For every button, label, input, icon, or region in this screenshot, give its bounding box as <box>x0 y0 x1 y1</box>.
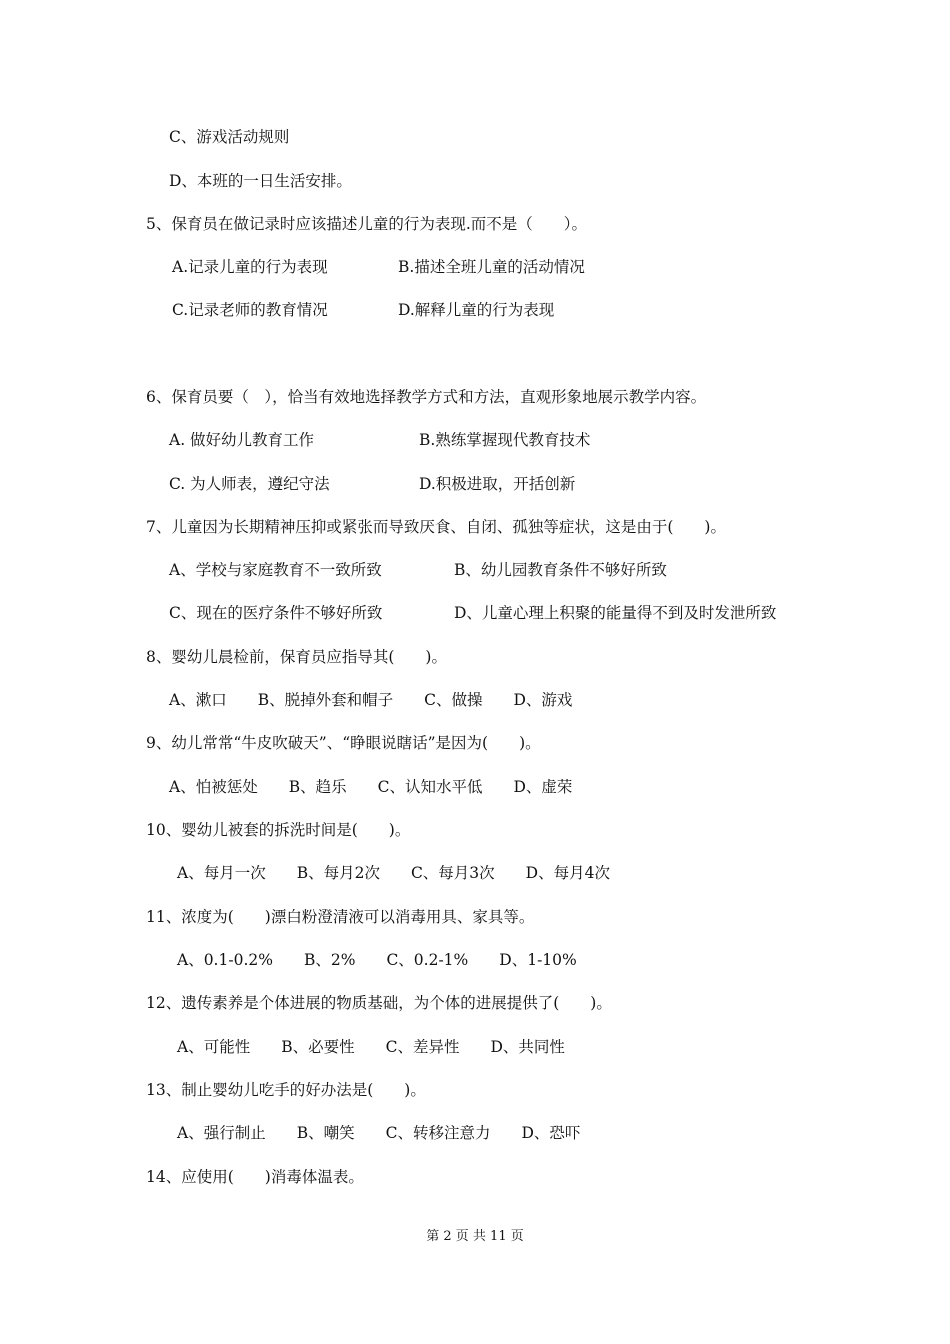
q5-stem: 5、保育员在做记录时应该描述儿童的行为表现.而不是（ ）。 <box>146 215 588 233</box>
q6-stem: 6、保育员要（ ），恰当有效地选择教学方式和方法，直观形象地展示教学内容。 <box>146 388 707 406</box>
q7-option-d: D、儿童心理上积聚的能量得不到及时发泄所致 <box>454 604 777 622</box>
q5-option-a: A.记录儿童的行为表现 <box>172 258 328 276</box>
q6-option-d: D.积极进取，开括创新 <box>419 475 576 493</box>
q6-option-c: C. 为人师表，遵纪守法 <box>169 475 330 493</box>
q12-options: A、可能性 B、必要性 C、差异性 D、共同性 <box>177 1038 565 1056</box>
q5-option-b: B.描述全班儿童的活动情况 <box>398 258 585 276</box>
page-footer: 第 2 页 共 11 页 <box>426 1229 524 1244</box>
q14-stem: 14、应使用( )消毒体温表。 <box>146 1168 364 1186</box>
q8-stem: 8、婴幼儿晨检前，保育员应指导其( )。 <box>146 648 447 666</box>
q13-stem: 13、制止婴幼儿吃手的好办法是( )。 <box>146 1081 426 1099</box>
q8-options: A、漱口 B、脱掉外套和帽子 C、做操 D、游戏 <box>169 691 573 709</box>
q11-options: A、0.1-0.2% B、2% C、0.2-1% D、1-10% <box>177 951 577 969</box>
q9-options: A、怕被惩处 B、趋乐 C、认知水平低 D、虚荣 <box>169 778 573 796</box>
q13-options: A、强行制止 B、嘲笑 C、转移注意力 D、恐吓 <box>177 1124 581 1142</box>
q7-stem: 7、儿童因为长期精神压抑或紧张而导致厌食、自闭、孤独等症状，这是由于( )。 <box>146 518 726 536</box>
q9-stem: 9、幼儿常常“牛皮吹破天”、“睁眼说瞎话”是因为( )。 <box>146 734 541 752</box>
q6-option-a: A. 做好幼儿教育工作 <box>169 431 315 449</box>
q10-options: A、每月一次 B、每月2次 C、每月3次 D、每月4次 <box>177 864 610 882</box>
q7-option-b: B、幼儿园教育条件不够好所致 <box>454 561 667 579</box>
q12-stem: 12、遗传素养是个体进展的物质基础，为个体的进展提供了( )。 <box>146 994 612 1012</box>
q7-option-c: C、现在的医疗条件不够好所致 <box>169 604 383 622</box>
q7-option-a: A、学校与家庭教育不一致所致 <box>169 561 382 579</box>
q4-option-c: C、游戏活动规则 <box>169 128 290 146</box>
q5-option-d: D.解释儿童的行为表现 <box>398 301 555 319</box>
q4-option-d: D、本班的一日生活安排。 <box>169 172 352 190</box>
q10-stem: 10、婴幼儿被套的拆洗时间是( )。 <box>146 821 411 839</box>
q11-stem: 11、浓度为( )漂白粉澄清液可以消毒用具、家具等。 <box>146 908 535 926</box>
q5-option-c: C.记录老师的教育情况 <box>172 301 328 319</box>
q6-option-b: B.熟练掌握现代教育技术 <box>419 431 591 449</box>
